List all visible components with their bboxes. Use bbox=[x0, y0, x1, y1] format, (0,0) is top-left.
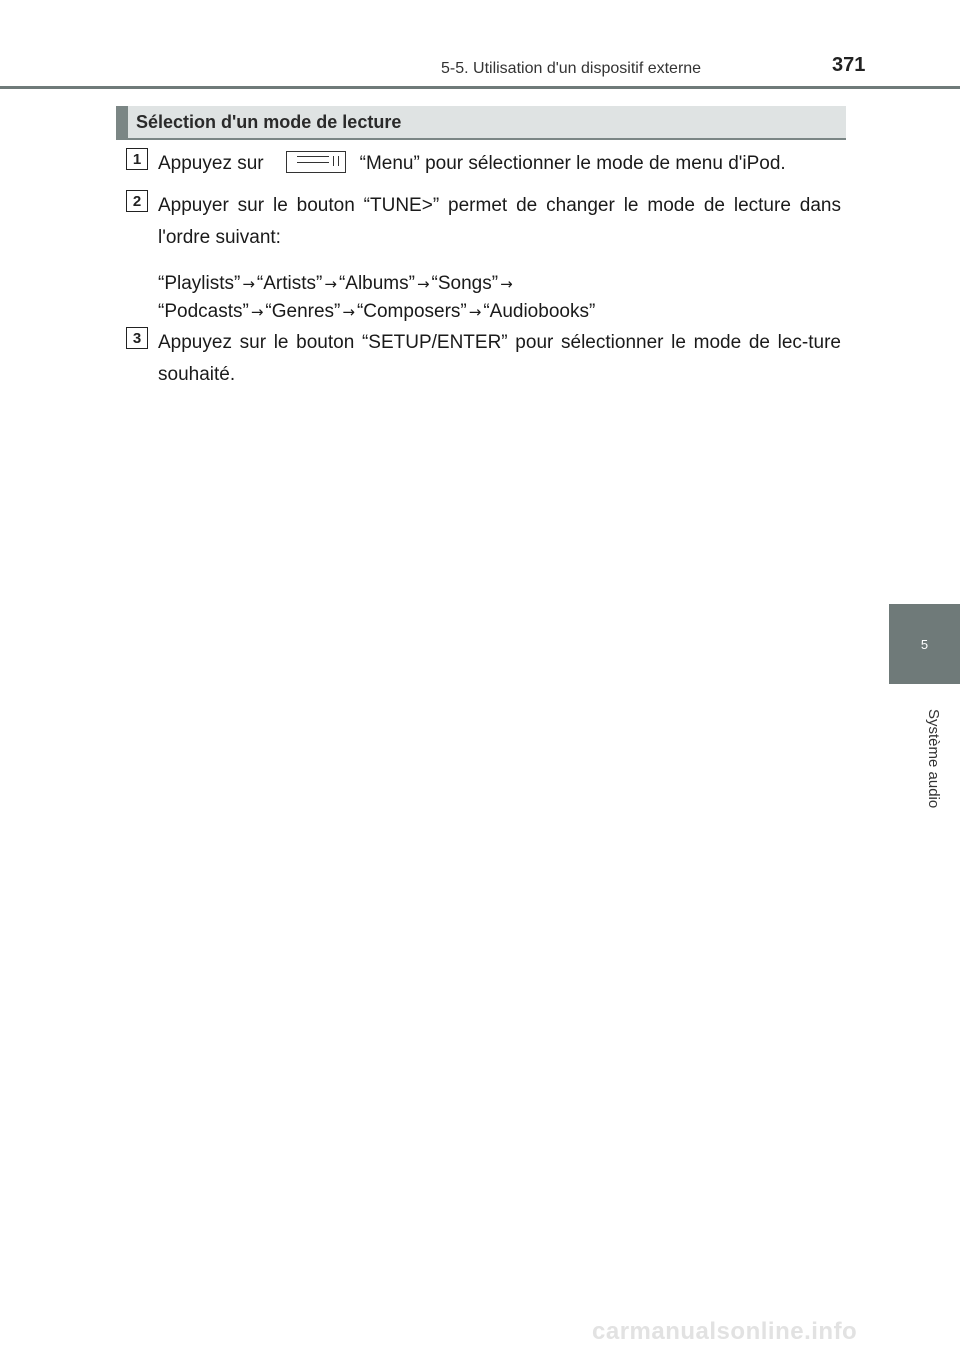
step-paragraph: Appuyer sur le bouton “TUNE>” permet de changer le mode de lecture dans l'ordre suivant: bbox=[158, 195, 841, 248]
chapter-label: Système audio bbox=[925, 709, 942, 809]
step-3 bbox=[126, 327, 841, 391]
mode-item: “Audiobooks” bbox=[483, 301, 596, 322]
page-number: 371 bbox=[832, 54, 866, 76]
step-text bbox=[158, 148, 841, 180]
step-number: 3 bbox=[126, 327, 148, 349]
step-paragraph: Appuyez sur le bouton “SETUP/ENTER” pour sélectionner le mode de lec-ture souhaité. bbox=[158, 332, 841, 385]
chapter-tab bbox=[889, 604, 960, 684]
chapter-number: 5 bbox=[920, 636, 929, 652]
mode-sequence bbox=[158, 270, 841, 326]
mode-item: “Playlists” bbox=[158, 273, 241, 294]
watermark: carmanualsonline.info bbox=[592, 1318, 858, 1345]
arrow-right-icon: → bbox=[324, 275, 337, 293]
step-text bbox=[158, 190, 841, 326]
mode-item: “Podcasts” bbox=[158, 301, 249, 322]
mode-item: “Artists” bbox=[256, 273, 323, 294]
arrow-right-icon: → bbox=[342, 303, 355, 321]
mode-item: “Songs” bbox=[431, 273, 499, 294]
step-text-before: Appuyez sur bbox=[158, 153, 264, 174]
arrow-right-icon: → bbox=[416, 275, 430, 293]
arrow-right-icon: → bbox=[468, 303, 482, 321]
arrow-right-icon: → bbox=[500, 275, 513, 293]
step-number: 1 bbox=[126, 148, 148, 170]
arrow-right-icon: → bbox=[250, 303, 264, 321]
step-text-after: “Menu” pour sélectionner le mode de menu d'iPod. bbox=[359, 153, 786, 174]
section-title: Sélection d'un mode de lecture bbox=[136, 111, 402, 132]
step-1 bbox=[126, 148, 841, 180]
mode-item: “Albums” bbox=[338, 273, 415, 294]
header-section-title: 5-5. Utilisation d'un dispositif externe bbox=[441, 60, 702, 77]
menu-button-icon bbox=[286, 151, 346, 173]
step-text bbox=[158, 327, 841, 391]
step-number: 2 bbox=[126, 190, 148, 212]
header-divider bbox=[0, 86, 960, 89]
arrow-right-icon: → bbox=[242, 275, 255, 293]
step-2 bbox=[126, 190, 841, 326]
section-heading bbox=[116, 106, 846, 138]
mode-item: “Genres” bbox=[265, 301, 341, 322]
mode-item: “Composers” bbox=[356, 301, 467, 322]
